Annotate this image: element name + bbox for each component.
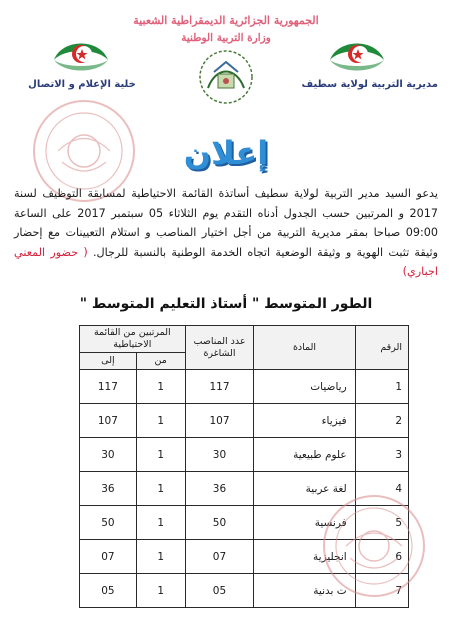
cell-from: 1 — [136, 574, 185, 608]
cell-from: 1 — [136, 506, 185, 540]
algeria-emblem-icon — [52, 30, 110, 74]
cell-open: 30 — [185, 438, 254, 472]
table-row — [80, 370, 409, 404]
cell-open: 05 — [185, 574, 254, 608]
algeria-emblem-icon — [328, 30, 386, 74]
cell-subject: رياضيات — [254, 370, 355, 404]
cell-rank: 7 — [355, 574, 408, 608]
cell-open: 117 — [185, 370, 254, 404]
office-left-label: خلية الإعلام و الاتصال — [28, 79, 136, 90]
ministry-emblem-icon — [196, 48, 256, 106]
cell-from: 1 — [136, 370, 185, 404]
cell-to: 05 — [80, 574, 137, 608]
cell-subject: فيزياء — [254, 404, 355, 438]
cell-open: 107 — [185, 404, 254, 438]
cell-open: 36 — [185, 472, 254, 506]
cell-to: 50 — [80, 506, 137, 540]
cell-rank: 2 — [355, 404, 408, 438]
header-open-posts: عدد المناصب الشاغرة — [185, 326, 254, 370]
header-from: من — [136, 353, 185, 370]
announcement-title-text: إعلان — [183, 134, 269, 172]
table-row — [80, 404, 409, 438]
cell-from: 1 — [136, 438, 185, 472]
table-row — [80, 438, 409, 472]
cell-to: 36 — [80, 472, 137, 506]
cell-open: 07 — [185, 540, 254, 574]
cell-rank: 6 — [355, 540, 408, 574]
cell-from: 1 — [136, 472, 185, 506]
cell-rank: 4 — [355, 472, 408, 506]
cell-subject: فرنسية — [254, 506, 355, 540]
cell-rank: 1 — [355, 370, 408, 404]
announcement-body — [14, 184, 438, 282]
cell-to: 117 — [80, 370, 137, 404]
cell-to: 07 — [80, 540, 137, 574]
ministry-heading: وزارة التربية الوطنية — [181, 32, 271, 44]
header-rank: الرقم — [355, 326, 408, 370]
header-subject: المادة — [254, 326, 355, 370]
republic-heading: الجمهورية الجزائرية الديمقراطية الشعبية — [133, 14, 319, 27]
cell-open: 50 — [185, 506, 254, 540]
cell-subject: لغة عربية — [254, 472, 355, 506]
cell-from: 1 — [136, 404, 185, 438]
cell-subject: ت بدنية — [254, 574, 355, 608]
cell-to: 30 — [80, 438, 137, 472]
announcement-title — [170, 128, 282, 178]
section-heading: الطور المتوسط " أستاذ التعليم المتوسط " — [79, 296, 373, 312]
cell-rank: 3 — [355, 438, 408, 472]
cell-subject: انجليزية — [254, 540, 355, 574]
announcement-paragraph: يدعو السيد مدير التربية لولاية سطيف أساتذة القائمة الاحتياطية لمسابقة التوظيف لسنة 2017 و المرتبين حسب الجدول أدناه التقدم يوم الثلاثاء 05 سبتمبر 2017 على الساعة 09:00 صباحا بمقر مديرية التربية من أجل اختيار المناصب و استلام التعيينات مع إحضار وثيقة تثبت الهوية و وثيقة الوضعية اتجاه الخدمة الوطنية بالنسبة للرجال. — [14, 187, 438, 259]
cell-to: 107 — [80, 404, 137, 438]
cell-from: 1 — [136, 540, 185, 574]
official-stamp-icon — [318, 490, 430, 602]
attendance-note: ( حضور المعني اجباري) — [14, 245, 438, 278]
header-to: إلى — [80, 353, 137, 370]
cell-subject: علوم طبيعية — [254, 438, 355, 472]
table-header-row — [80, 326, 409, 353]
office-right-label: مديرية التربية لولاية سطيف — [301, 79, 438, 90]
header-reserve: المرتبين من القائمة الاحتياطية — [80, 326, 186, 353]
cell-rank: 5 — [355, 506, 408, 540]
